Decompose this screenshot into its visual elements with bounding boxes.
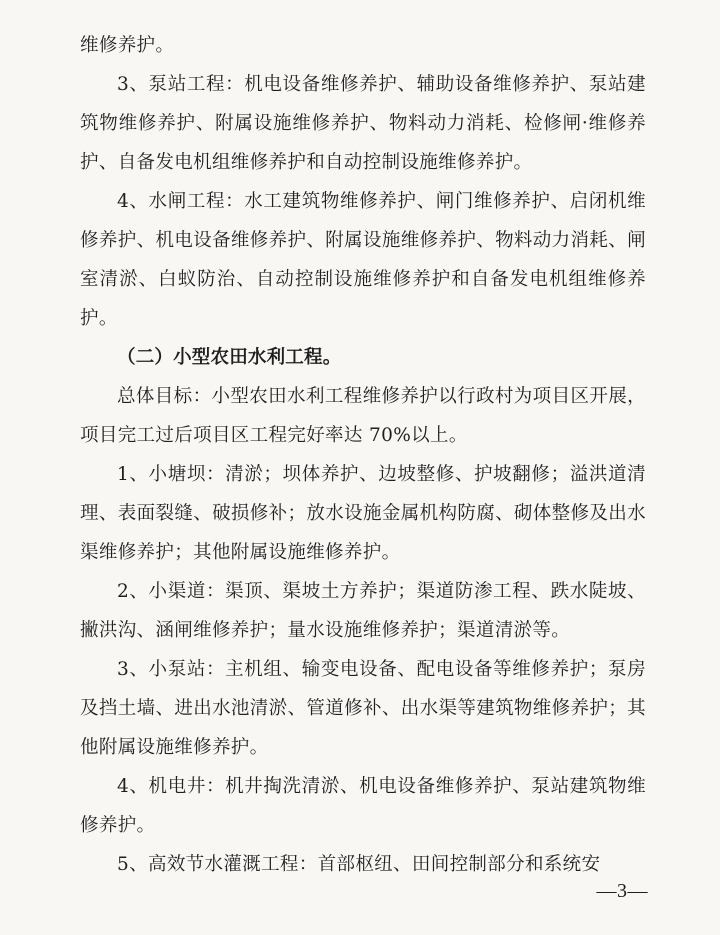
page-number: —3— <box>596 880 648 902</box>
paragraph-small-channel: 2、小渠道：渠顶、渠坡土方养护；渠道防渗工程、跌水陡坡、撇洪沟、涵闸维修养护；量水设施维修养护；渠道清淤等。 <box>80 581 646 641</box>
document-body <box>80 26 646 884</box>
paragraph-electromechanical-well: 4、机电井：机井掏洗清淤、机电设备维修养护、泵站建筑物维修养护。 <box>80 776 646 836</box>
paragraph-pump-station: 3、泵站工程：机电设备维修养护、辅助设备维修养护、泵站建筑物维修养护、附属设施维修养护、物料动力消耗、检修闸·维修养护、自备发电机组维修养护和自动控制设施维修养护。 <box>80 74 646 173</box>
paragraph-continuation: 维修养护。 <box>80 35 175 56</box>
section-heading: （二）小型农田水利工程。 <box>117 347 342 368</box>
paragraph-small-dam: 1、小塘坝：清淤；坝体养护、边坡整修、护坡翻修；溢洪道清理、表面裂缝、破损修补；放水设施金属机构防腐、砌体整修及出水渠维修养护；其他附属设施维修养护。 <box>80 464 646 563</box>
paragraph-small-pump-station: 3、小泵站：主机组、输变电设备、配电设备等维修养护；泵房及挡土墙、进出水池清淤、管道修补、出水渠等建筑物维修养护；其他附属设施维修养护。 <box>80 659 646 758</box>
paragraph-goal: 总体目标：小型农田水利工程维修养护以行政村为项目区开展，项目完工过后项目区工程完好率达 70%以上。 <box>80 386 646 446</box>
paragraph-efficient-irrigation: 5、高效节水灌溉工程：首部枢纽、田间控制部分和系统安 <box>117 854 601 875</box>
paragraph-sluice: 4、水闸工程：水工建筑物维修养护、闸门维修养护、启闭机维修养护、机电设备维修养护、附属设施维修养护、物料动力消耗、闸室清淤、白蚁防治、自动控制设施维修养护和自备发电机组维修养护。 <box>80 191 646 329</box>
